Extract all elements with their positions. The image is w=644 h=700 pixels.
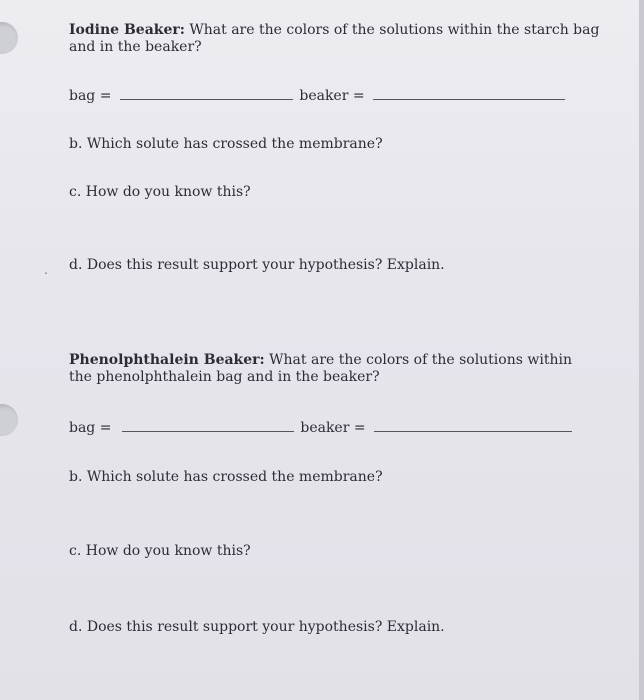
- page-edge: [639, 0, 644, 700]
- binder-hole: [0, 22, 18, 54]
- iodine-answer-row: [69, 87, 565, 104]
- phenol-bag-label: bag =: [69, 420, 112, 436]
- phenol-question-b: b. Which solute has crossed the membrane?: [69, 469, 383, 485]
- phenol-bag-blank[interactable]: [122, 419, 294, 432]
- iodine-question-text: What are the colors of the solutions within the starch bag and in the beaker?: [69, 22, 600, 55]
- phenol-beaker-label: beaker =: [300, 420, 366, 436]
- phenol-question-text: What are the colors of the solutions within the phenolphthalein bag and in the beaker?: [69, 352, 572, 385]
- iodine-beaker-blank[interactable]: [373, 87, 565, 100]
- iodine-question-c: c. How do you know this?: [69, 184, 251, 200]
- margin-mark: .: [44, 263, 48, 277]
- iodine-question-d: d. Does this result support your hypothesis? Explain.: [69, 257, 445, 273]
- iodine-beaker-label: beaker =: [299, 88, 365, 104]
- iodine-question-b: b. Which solute has crossed the membrane?: [69, 136, 383, 152]
- phenol-heading-colon: :: [259, 352, 265, 368]
- iodine-question: [69, 22, 629, 56]
- phenol-question-d: d. Does this result support your hypothesis? Explain.: [69, 619, 445, 635]
- iodine-heading-colon: :: [179, 22, 185, 38]
- iodine-bag-label: bag =: [69, 88, 112, 104]
- phenol-question-c: c. How do you know this?: [69, 543, 251, 559]
- phenol-beaker-blank[interactable]: [374, 419, 572, 432]
- phenol-answer-row: [69, 419, 572, 436]
- iodine-bag-blank[interactable]: [120, 87, 293, 100]
- iodine-heading: Iodine Beaker: [69, 22, 180, 38]
- binder-hole: [0, 404, 18, 436]
- phenol-heading: Phenolphthalein Beaker: [69, 352, 260, 368]
- phenol-question: [69, 352, 589, 386]
